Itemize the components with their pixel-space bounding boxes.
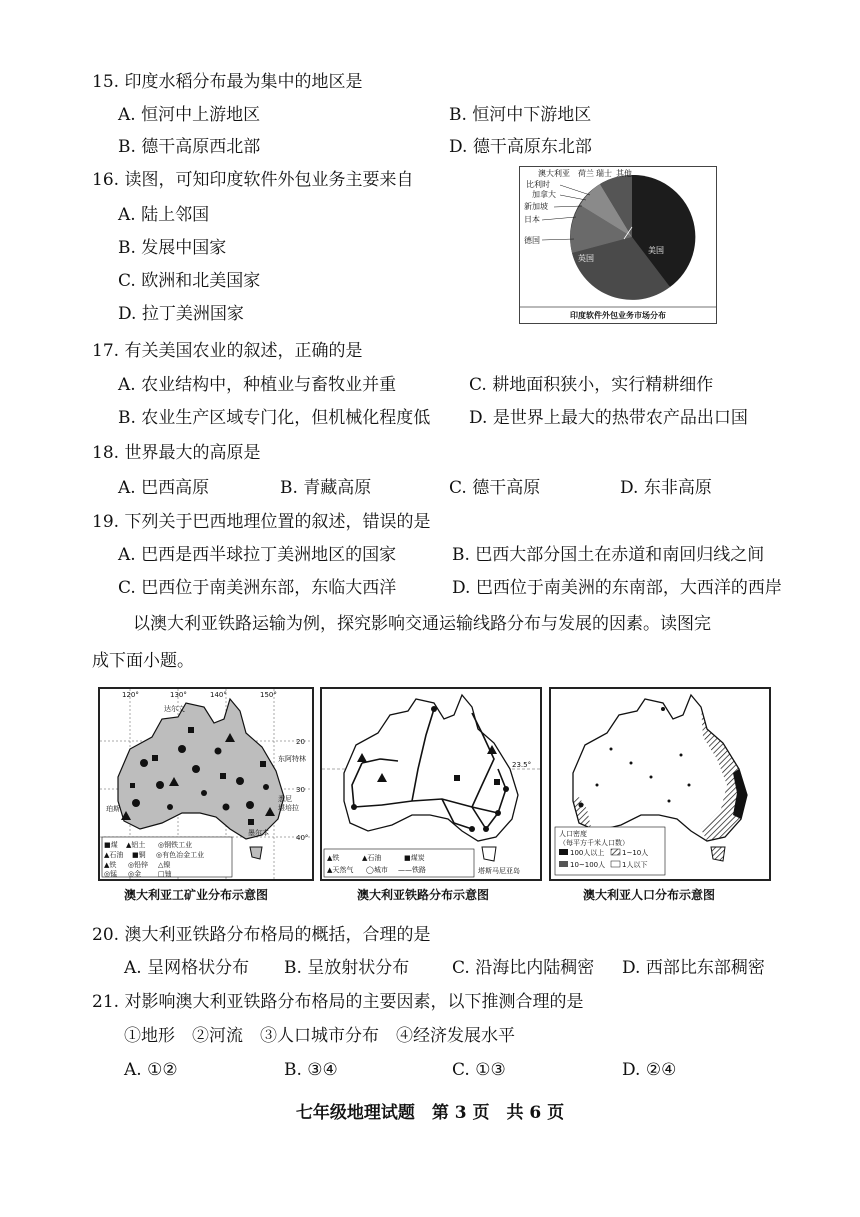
map1-legend-4: ■铜 (132, 851, 146, 859)
map1-lat-30: 30 (296, 786, 305, 794)
map2-legend-0: ▲铁 (327, 854, 340, 862)
map1-place-perth: 珀斯 (106, 805, 120, 813)
map1-legend-8: △镍 (158, 861, 171, 869)
map2-tropic-label: 23.5° (512, 761, 532, 769)
map1-legend-9: ◎锰 (104, 870, 118, 878)
q15-option-d: D. 德干高原东北部 (449, 137, 592, 157)
map1-legend-7: ◎铅锌 (128, 861, 149, 869)
q19-option-b: B. 巴西大部分国土在赤道和南回归线之间 (452, 545, 765, 565)
pie-label-switzerland: 瑞士 (596, 169, 612, 178)
map1-legend-6: ▲铁 (104, 861, 117, 869)
q15-option-b: B. 恒河中下游地区 (449, 105, 592, 125)
map1-place-mount-isa: 东阿特林 (278, 755, 306, 763)
pie-chart-figure (519, 166, 717, 324)
map2-island-label: 塔斯马尼亚岛 (478, 867, 520, 875)
map-population (549, 687, 771, 881)
pie-label-netherlands: 荷兰 (578, 169, 594, 178)
map-industry-mining (98, 687, 314, 881)
map2-legend-2: ■煤炭 (404, 854, 425, 862)
map1-place-melbourne: 墨尔本 (248, 829, 269, 837)
map1-lat-40: 40° (296, 834, 309, 842)
q18-stem: 18. 世界最大的高原是 (92, 443, 261, 463)
map-railways (320, 687, 542, 881)
map1-place-sydney: 悉尼 (278, 795, 292, 803)
q15-option-c: B. 德干高原西北部 (118, 137, 261, 157)
map2-caption: 澳大利亚铁路分布示意图 (357, 888, 490, 902)
q16-option-a: A. 陆上邻国 (118, 205, 210, 225)
pie-label-uk: 英国 (578, 254, 594, 263)
australia-landmass (118, 699, 284, 839)
map3-legend-1: 1~10人 (622, 849, 649, 857)
q18-option-d: D. 东非高原 (620, 478, 712, 498)
map2-legend-1: ▲石油 (362, 854, 382, 862)
q20-option-c: C. 沿海比内陆稠密 (452, 958, 595, 978)
map2-legend-5: ——铁路 (398, 866, 426, 874)
map1-lon-150: 150° (260, 691, 277, 699)
q21-option-c: C. ①③ (452, 1060, 506, 1080)
q15-stem: 15. 印度水稻分布最为集中的地区是 (92, 72, 363, 92)
q18-option-c: C. 德干高原 (449, 478, 541, 498)
q17-stem: 17. 有关美国农业的叙述，正确的是 (92, 341, 363, 361)
map2-legend-3: ▲天然气 (327, 866, 354, 874)
map1-place-canberra: 堪培拉 (278, 804, 299, 812)
pie-label-japan: 日本 (524, 215, 540, 224)
pie-label-others: 其他 (616, 169, 632, 178)
map3-legend-0: 100人以上 (570, 849, 605, 857)
map3-legend-title: 人口密度 (559, 830, 587, 838)
map2-legend-4: ◯城市 (366, 866, 388, 874)
q20-option-b: B. 呈放射状分布 (284, 958, 410, 978)
q17-option-c: C. 耕地面积狭小，实行精耕细作 (469, 375, 714, 395)
pie-chart (570, 175, 695, 300)
q21-option-d: D. ②④ (622, 1060, 677, 1080)
map1-lat-20: 20 (296, 738, 305, 746)
intro-line-1: 以澳大利亚铁路运输为例，探究影响交通运输线路分布与发展的因素。读图完 (133, 614, 711, 634)
q19-option-a: A. 巴西是西半球拉丁美洲地区的国家 (118, 545, 397, 565)
map1-legend-0: ■煤 (104, 841, 118, 849)
map1-legend-11: □铀 (158, 870, 172, 878)
pie-label-australia: 澳大利亚 (538, 169, 570, 178)
pie-label-canada: 加拿大 (532, 190, 556, 199)
pie-label-belgium: 比利时 (526, 180, 550, 189)
q19-stem: 19. 下列关于巴西地理位置的叙述，错误的是 (92, 512, 431, 532)
q17-option-d: D. 是世界上最大的热带农产品出口国 (469, 408, 748, 428)
map1-lon-130: 130° (170, 691, 187, 699)
map1-legend-3: ▲石油 (104, 851, 124, 859)
q20-option-a: A. 呈网格状分布 (124, 958, 250, 978)
q16-option-c: C. 欧洲和北美国家 (118, 271, 261, 291)
map1-legend-10: ◎金 (128, 870, 142, 878)
q19-option-c: C. 巴西位于南美洲东部，东临大西洋 (118, 578, 397, 598)
q20-option-d: D. 西部比东部稠密 (622, 958, 765, 978)
q17-option-b: B. 农业生产区域专门化，但机械化程度低 (118, 408, 431, 428)
q21-option-a: A. ①② (124, 1060, 178, 1080)
q15-option-a: A. 恒河中上游地区 (118, 105, 261, 125)
page-footer: 七年级地理试题 第 3 页 共 6 页 (295, 1103, 565, 1123)
map3-legend-3: 1人以下 (622, 861, 648, 869)
map1-caption: 澳大利亚工矿业分布示意图 (124, 888, 269, 902)
pie-label-usa: 美国 (648, 246, 664, 255)
pie-label-germany: 德国 (524, 236, 540, 245)
map1-lon-140: 140° (210, 691, 227, 699)
q21-stem: 21. 对影响澳大利亚铁路分布格局的主要因素，以下推测合理的是 (92, 992, 584, 1012)
q16-option-b: B. 发展中国家 (118, 238, 227, 258)
intro-line-2: 成下面小题。 (92, 651, 194, 671)
map1-place-darwin: 达尔文 (164, 705, 185, 713)
q21-factors: ①地形 ②河流 ③人口城市分布 ④经济发展水平 (124, 1026, 515, 1046)
map3-legend-2: 10~100人 (570, 861, 606, 869)
map1-legend-2: ◎钢铁工业 (158, 841, 193, 849)
q18-option-b: B. 青藏高原 (280, 478, 372, 498)
q18-option-a: A. 巴西高原 (118, 478, 210, 498)
q16-stem: 16. 读图，可知印度软件外包业务主要来自 (92, 170, 414, 190)
map1-legend-5: ◎有色冶金工业 (156, 851, 205, 859)
q21-option-b: B. ③④ (284, 1060, 338, 1080)
map3-caption: 澳大利亚人口分布示意图 (583, 888, 716, 902)
map3-legend-unit: （每平方千米人口数） (559, 839, 629, 847)
q20-stem: 20. 澳大利亚铁路分布格局的概括，合理的是 (92, 925, 431, 945)
pie-label-singapore: 新加坡 (524, 202, 548, 211)
map1-lon-120: 120° (122, 691, 139, 699)
map1-legend-1: ▲铝土 (126, 841, 146, 849)
q19-option-d: D. 巴西位于南美洲的东南部，大西洋的西岸 (452, 578, 782, 598)
q16-option-d: D. 拉丁美洲国家 (118, 304, 244, 324)
q17-option-a: A. 农业结构中，种植业与畜牧业并重 (118, 375, 397, 395)
pie-chart-title: 印度软件外包业务市场分布 (570, 311, 666, 320)
